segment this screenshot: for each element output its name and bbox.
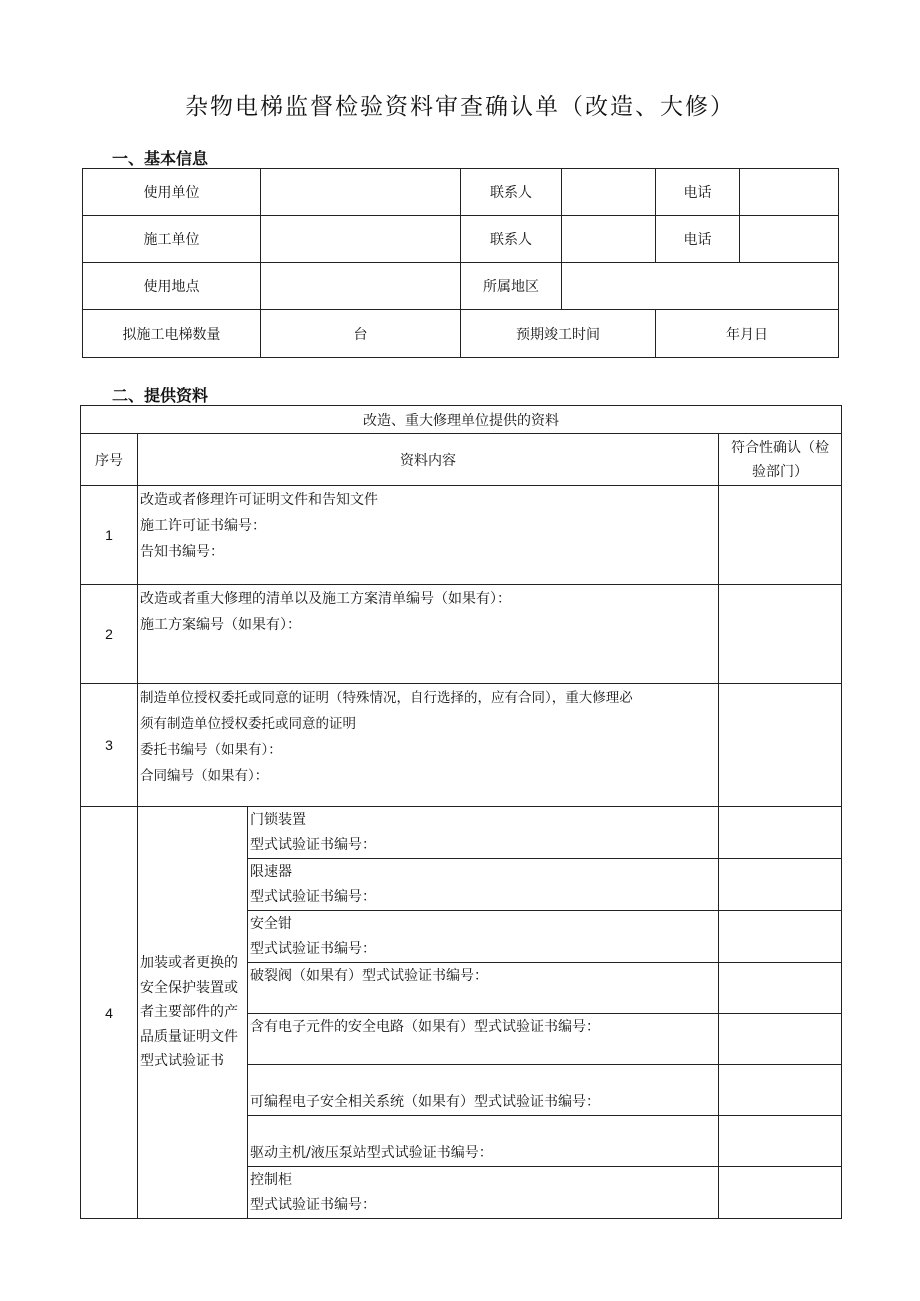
- contact-field[interactable]: [562, 169, 656, 216]
- row-1-line-1: 改造或者修理许可证明文件和告知文件: [140, 492, 378, 508]
- row-2-confirm-field[interactable]: [719, 585, 842, 684]
- row-2-line-2: 施工方案编号（如果有）：: [140, 617, 301, 633]
- row-4-category-line-2: 安全保护装置或: [140, 979, 238, 996]
- row-2-line-1: 改造或者重大修理的清单以及施工方案清单编号（如果有）：: [140, 591, 511, 607]
- sub-item-safety-gear: [248, 911, 719, 963]
- row-4-category-line-1: 加装或者更换的: [140, 955, 238, 972]
- construction-contact-label: 联系人: [461, 216, 562, 263]
- sub-item-drive-unit: [248, 1116, 719, 1167]
- construction-contact-field[interactable]: [562, 216, 656, 263]
- rupture-valve-confirm-field[interactable]: [719, 963, 842, 1014]
- row-3-line-3: 委托书编号（如果有）：: [140, 742, 282, 758]
- control-cabinet-cert-label: 型式试验证书编号：: [250, 1197, 376, 1213]
- materials-table: [80, 405, 842, 1219]
- region-field[interactable]: [562, 263, 839, 310]
- completion-time-field[interactable]: 年月日: [656, 310, 839, 358]
- electronic-safety-circuit-cert-label: 含有电子元件的安全电路（如果有）型式试验证书编号：: [250, 1019, 600, 1035]
- construction-phone-field[interactable]: [740, 216, 839, 263]
- electronic-safety-circuit-confirm-field[interactable]: [719, 1014, 842, 1065]
- use-unit-field[interactable]: [261, 169, 461, 216]
- row-2-no: 2: [81, 585, 138, 684]
- speed-governor-cert-label: 型式试验证书编号：: [250, 889, 376, 905]
- sub-item-door-lock: [248, 807, 719, 859]
- row-1-no: 1: [81, 486, 138, 585]
- row-1-content: [138, 486, 719, 585]
- door-lock-name: 门锁装置: [250, 812, 306, 828]
- row-2-content: [138, 585, 719, 684]
- row-3-line-4: 合同编号（如果有）：: [140, 768, 269, 784]
- control-cabinet-name: 控制柜: [250, 1172, 292, 1188]
- sub-item-programmable-safety-system: [248, 1065, 719, 1116]
- col-header-confirm: [719, 434, 842, 486]
- door-lock-confirm-field[interactable]: [719, 807, 842, 859]
- speed-governor-confirm-field[interactable]: [719, 859, 842, 911]
- use-unit-label: 使用单位: [83, 169, 261, 216]
- section-basic-info-heading: 一、基本信息: [112, 149, 209, 168]
- row-3-no: 3: [81, 684, 138, 807]
- region-label: 所属地区: [461, 263, 562, 310]
- row-4-no: 4: [81, 807, 138, 1219]
- basic-info-table: [82, 168, 839, 358]
- safety-gear-name: 安全钳: [250, 916, 292, 932]
- construction-phone-label: 电话: [656, 216, 740, 263]
- construction-unit-field[interactable]: [261, 216, 461, 263]
- row-3-content: [138, 684, 719, 807]
- programmable-safety-system-cert-label: 可编程电子安全相关系统（如果有）型式试验证书编号：: [250, 1094, 600, 1110]
- phone-label: 电话: [656, 169, 740, 216]
- safety-gear-cert-label: 型式试验证书编号：: [250, 941, 376, 957]
- col-header-content: 资料内容: [138, 434, 719, 486]
- elevator-count-field[interactable]: 台: [261, 310, 461, 358]
- location-field[interactable]: [261, 263, 461, 310]
- drive-unit-cert-label: 驱动主机/液压泵站型式试验证书编号：: [250, 1145, 493, 1161]
- construction-unit-label: 施工单位: [83, 216, 261, 263]
- row-4-category: [138, 807, 248, 1219]
- phone-field[interactable]: [740, 169, 839, 216]
- completion-time-label: 预期竣工时间: [461, 310, 656, 358]
- contact-label: 联系人: [461, 169, 562, 216]
- sub-item-rupture-valve: [248, 963, 719, 1014]
- control-cabinet-confirm-field[interactable]: [719, 1167, 842, 1219]
- sub-item-control-cabinet: [248, 1167, 719, 1219]
- row-4-category-line-4: 品质量证明文件: [140, 1028, 238, 1045]
- row-3-line-1: 制造单位授权委托或同意的证明（特殊情况，自行选择的，应有合同），重大修理必: [140, 690, 633, 706]
- row-1-confirm-field[interactable]: [719, 486, 842, 585]
- col-header-confirm-line2: 验部门）: [752, 463, 808, 480]
- col-header-no: 序号: [81, 434, 138, 486]
- rupture-valve-cert-label: 破裂阀（如果有）型式试验证书编号：: [250, 968, 488, 984]
- col-header-confirm-line1: 符合性确认（检: [731, 439, 829, 456]
- row-3-line-2: 须有制造单位授权委托或同意的证明: [140, 716, 356, 732]
- materials-group-header: 改造、重大修理单位提供的资料: [81, 406, 842, 434]
- row-1-line-3: 告知书编号：: [140, 544, 224, 560]
- sub-item-speed-governor: [248, 859, 719, 911]
- row-3-confirm-field[interactable]: [719, 684, 842, 807]
- page-title: 杂物电梯监督检验资料审查确认单（改造、大修）: [185, 94, 735, 120]
- safety-gear-confirm-field[interactable]: [719, 911, 842, 963]
- row-4-category-line-3: 者主要部件的产: [140, 1004, 238, 1021]
- programmable-safety-system-confirm-field[interactable]: [719, 1065, 842, 1116]
- drive-unit-confirm-field[interactable]: [719, 1116, 842, 1167]
- row-4-category-line-5: 型式试验证书: [140, 1053, 224, 1070]
- location-label: 使用地点: [83, 263, 261, 310]
- speed-governor-name: 限速器: [250, 864, 292, 880]
- row-1-line-2: 施工许可证书编号：: [140, 518, 266, 534]
- elevator-count-label: 拟施工电梯数量: [83, 310, 261, 358]
- sub-item-electronic-safety-circuit: [248, 1014, 719, 1065]
- door-lock-cert-label: 型式试验证书编号：: [250, 837, 376, 853]
- section-materials-heading: 二、提供资料: [112, 386, 209, 405]
